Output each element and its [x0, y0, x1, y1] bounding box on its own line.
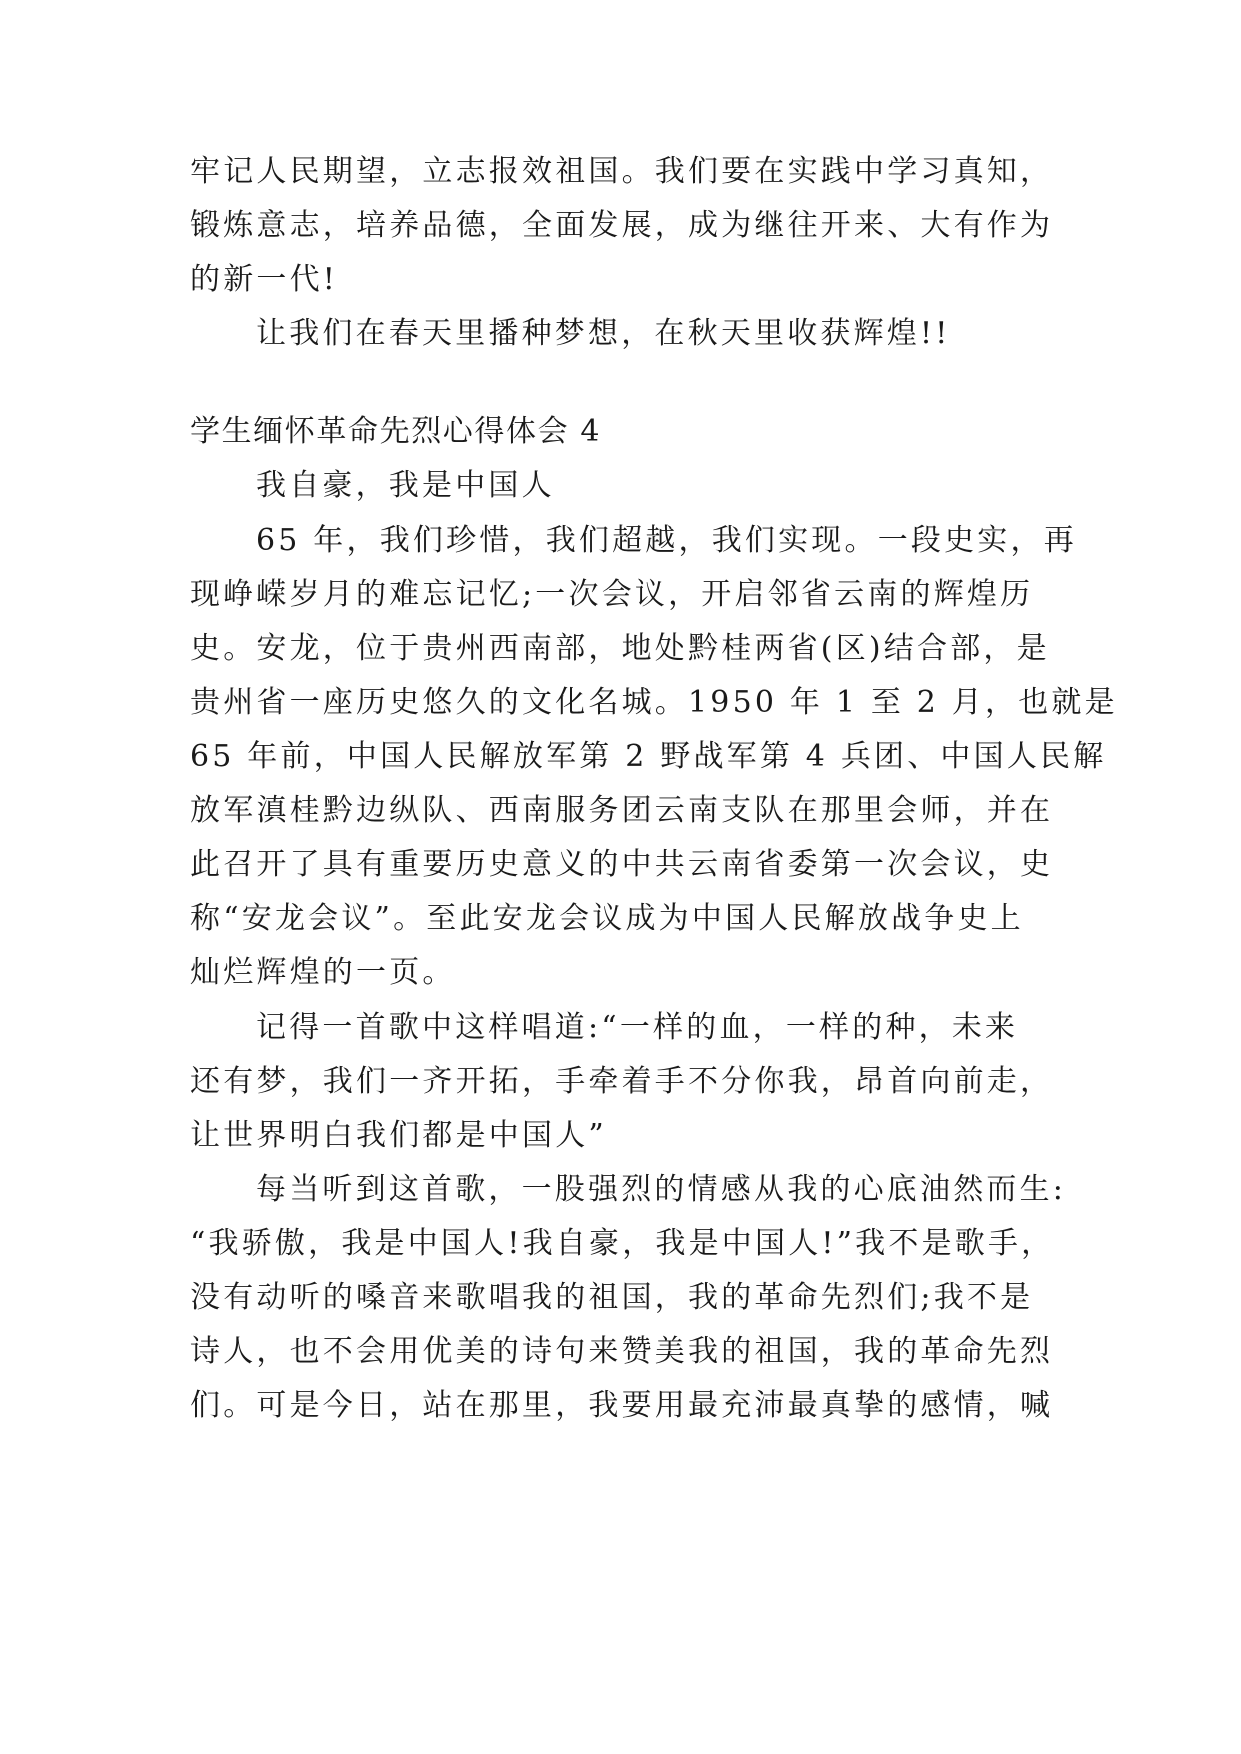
text-line: 65 年前，中国人民解放军第 2 野战军第 4 兵团、中国人民解	[190, 739, 1107, 774]
text-line: “我骄傲，我是中国人!我自豪，我是中国人!”我不是歌手，	[190, 1226, 1055, 1261]
closing-line: 让我们在春天里播种梦想，在秋天里收获辉煌!!	[256, 316, 951, 351]
text-line: 们。可是今日，站在那里，我要用最充沛最真挚的感情，喊	[190, 1388, 1054, 1423]
text-line: 称“安龙会议”。至此安龙会议成为中国人民解放战争史上	[190, 901, 1024, 936]
text-line: 锻炼意志，培养品德，全面发展，成为继往开来、大有作为	[190, 208, 1054, 243]
text-line: 贵州省一座历史悠久的文化名城。1950 年 1 至 2 月，也就是	[190, 685, 1118, 720]
text-line: 还有梦，我们一齐开拓，手牵着手不分你我，昂首向前走，	[190, 1064, 1054, 1099]
text-line: 放军滇桂黔边纵队、西南服务团云南支队在那里会师，并在	[190, 793, 1054, 828]
text-line: 牢记人民期望，立志报效祖国。我们要在实践中学习真知，	[190, 154, 1054, 189]
text-line: 此召开了具有重要历史意义的中共云南省委第一次会议，史	[190, 847, 1054, 882]
text-line: 史。安龙，位于贵州西南部，地处黔桂两省(区)结合部，是	[190, 631, 1050, 666]
text-line: 让世界明白我们都是中国人”	[190, 1118, 607, 1153]
text-line: 诗人，也不会用优美的诗句来赞美我的祖国，我的革命先烈	[190, 1334, 1054, 1369]
subtitle: 我自豪，我是中国人	[256, 468, 555, 503]
section-title: 学生缅怀革命先烈心得体会 4	[190, 414, 602, 449]
text-line: 灿烂辉煌的一页。	[190, 955, 456, 990]
text-line: 现峥嵘岁月的难忘记忆;一次会议，开启邻省云南的辉煌历	[190, 577, 1034, 612]
text-line: 记得一首歌中这样唱道:“一样的血，一样的种，未来	[256, 1010, 1019, 1045]
text-line: 的新一代!	[190, 262, 339, 297]
text-line: 65 年，我们珍惜，我们超越，我们实现。一段史实，再	[256, 523, 1077, 558]
text-line: 每当听到这首歌，一股强烈的情感从我的心底油然而生:	[256, 1172, 1067, 1207]
text-line: 没有动听的嗓音来歌唱我的祖国，我的革命先烈们;我不是	[190, 1280, 1034, 1315]
